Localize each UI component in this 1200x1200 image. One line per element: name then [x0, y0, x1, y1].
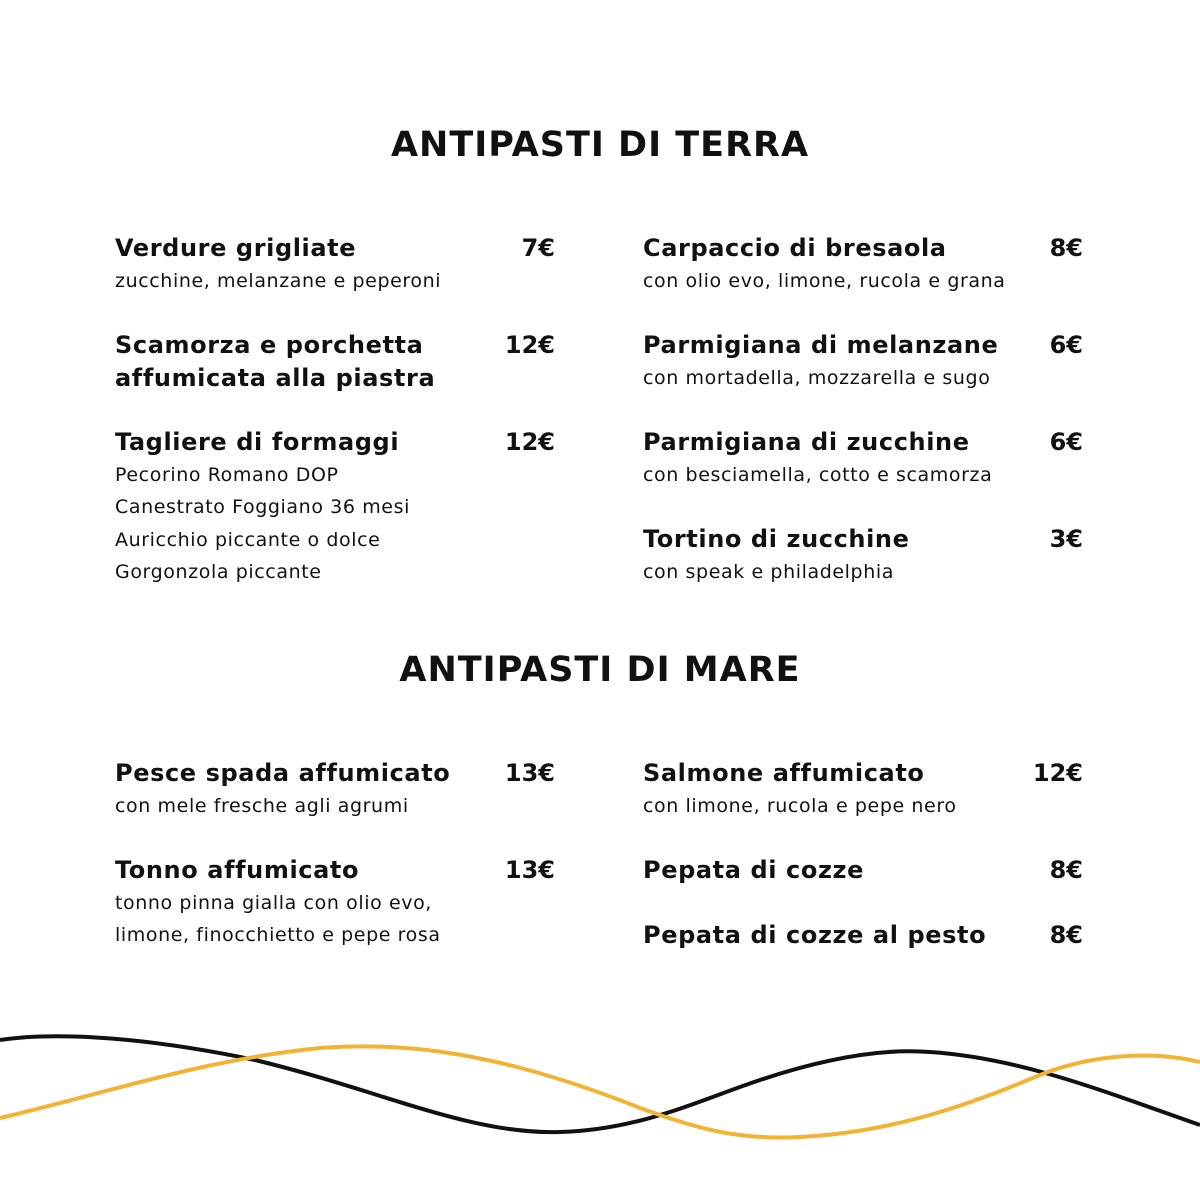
item-description: Pecorino Romano DOP: [115, 463, 339, 486]
item-name: Pepata di cozze: [643, 856, 864, 884]
item-name: Verdure grigliate: [115, 234, 357, 262]
item-description: con mele fresche agli agrumi: [115, 794, 409, 817]
item-name: Tagliere di formaggi: [115, 428, 400, 456]
item-price: 8€: [1049, 856, 1083, 884]
item-name: Scamorza e porchetta affumicata alla piastra: [115, 331, 436, 392]
item-price: 12€: [504, 428, 555, 456]
item-description: tonno pinna gialla con olio evo,: [115, 891, 432, 914]
item-price: 8€: [1049, 234, 1083, 262]
item-price: 12€: [504, 331, 555, 359]
item-description: Canestrato Foggiano 36 mesi: [115, 496, 410, 518]
item-description: Gorgonzola piccante: [115, 561, 322, 583]
item-price: 6€: [1049, 331, 1083, 359]
item-name: Tonno affumicato: [115, 856, 360, 884]
item-name: Parmigiana di zucchine: [643, 428, 970, 456]
item-description: con olio evo, limone, rucola e grana: [643, 269, 1006, 292]
section-title-mare: ANTIPASTI DI MARE: [399, 650, 801, 690]
item-name: Carpaccio di bresaola: [643, 234, 947, 262]
item-name: Tortino di zucchine: [643, 525, 910, 553]
item-description: zucchine, melanzane e peperoni: [115, 269, 442, 292]
item-name: Salmone affumicato: [643, 759, 925, 787]
item-description: Auricchio piccante o dolce: [115, 528, 381, 551]
item-price: 7€: [521, 234, 555, 262]
item-description: con speak e philadelphia: [643, 560, 894, 583]
item-description: limone, finocchietto e pepe rosa: [115, 924, 441, 946]
section-title-terra: ANTIPASTI DI TERRA: [390, 125, 810, 165]
item-description: con besciamella, cotto e scamorza: [643, 463, 993, 486]
item-name: Parmigiana di melanzane: [643, 331, 999, 359]
item-price: 12€: [1032, 759, 1083, 787]
item-price: 3€: [1049, 525, 1083, 553]
item-price: 6€: [1049, 428, 1083, 456]
wave-accent: [0, 1046, 1200, 1137]
item-description: con mortadella, mozzarella e sugo: [643, 366, 991, 389]
item-name: Pepata di cozze al pesto: [643, 921, 987, 949]
item-description: con limone, rucola e pepe nero: [643, 794, 957, 817]
item-price: 13€: [504, 759, 555, 787]
item-name: Pesce spada affumicato: [115, 759, 451, 787]
item-price: 8€: [1049, 921, 1083, 949]
item-price: 13€: [504, 856, 555, 884]
